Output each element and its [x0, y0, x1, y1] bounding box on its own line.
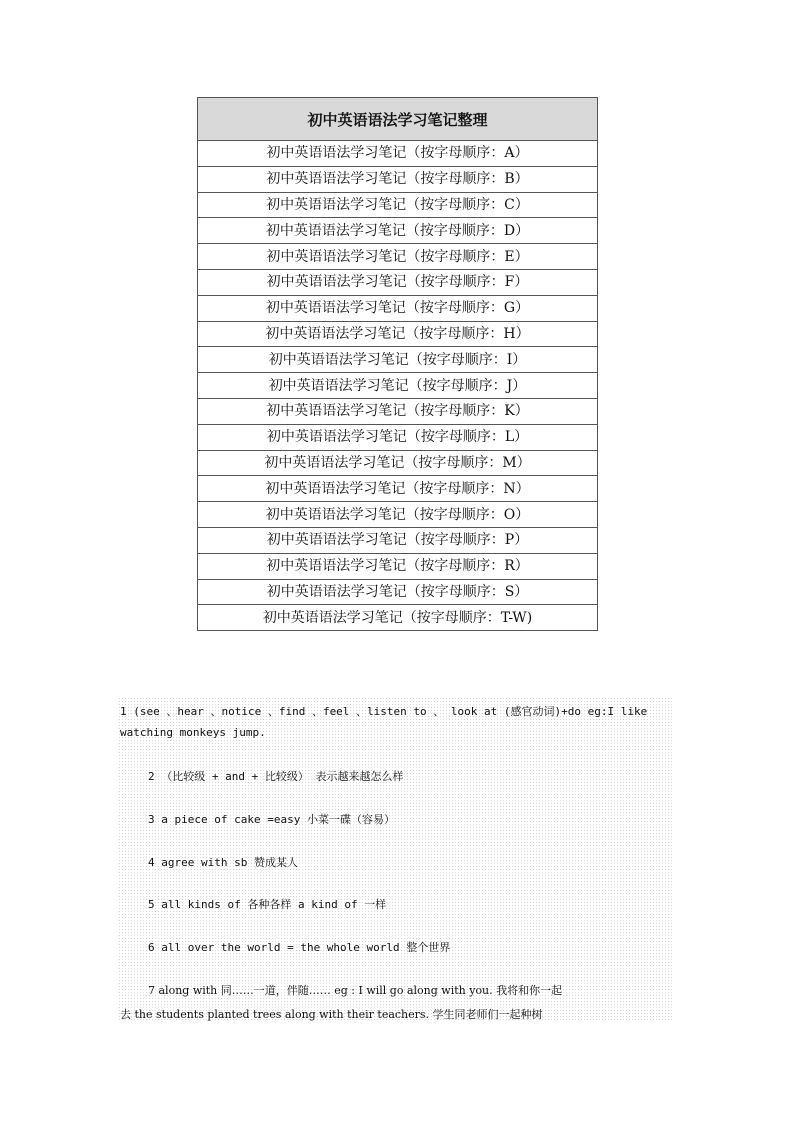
toc-item-s[interactable]: 初中英语语法学习笔记（按字母顺序：S） [198, 579, 598, 605]
toc-item-d[interactable]: 初中英语语法学习笔记（按字母顺序：D） [198, 218, 598, 244]
note-6: 6 all over the world = the whole world 整个世界 [148, 941, 451, 954]
toc-item-m[interactable]: 初中英语语法学习笔记（按字母顺序：M） [198, 450, 598, 476]
note-2: 2 （比较级 + and + 比较级） 表示越来越怎么样 [148, 770, 404, 783]
note-3: 3 a piece of cake =easy 小菜一碟（容易） [148, 813, 395, 826]
toc-item-c[interactable]: 初中英语语法学习笔记（按字母顺序：C） [198, 192, 598, 218]
toc-item-o[interactable]: 初中英语语法学习笔记（按字母顺序：O） [198, 502, 598, 528]
toc-item-r[interactable]: 初中英语语法学习笔记（按字母顺序：R） [198, 553, 598, 579]
toc-table [197, 97, 598, 631]
toc-item-l[interactable]: 初中英语语法学习笔记（按字母顺序：L） [198, 424, 598, 450]
toc-item-h[interactable]: 初中英语语法学习笔记（按字母顺序：H） [198, 321, 598, 347]
note-4: 4 agree with sb 赞成某人 [148, 856, 298, 869]
toc-title: 初中英语语法学习笔记整理 [198, 98, 598, 141]
toc-item-k[interactable]: 初中英语语法学习笔记（按字母顺序：K） [198, 398, 598, 424]
note-7-line-1: 7 along with 同……一道，伴随…… eg : I will go along with you. 我将和你一起 [148, 984, 563, 997]
toc-item-a[interactable]: 初中英语语法学习笔记（按字母顺序：A） [198, 141, 598, 167]
toc-item-p[interactable]: 初中英语语法学习笔记（按字母顺序：P） [198, 527, 598, 553]
note-7-line-2: 去 the students planted trees along with their teachers. 学生同老师们一起种树 [120, 1008, 543, 1021]
toc-item-e[interactable]: 初中英语语法学习笔记（按字母顺序：E） [198, 244, 598, 270]
toc-item-n[interactable]: 初中英语语法学习笔记（按字母顺序：N） [198, 476, 598, 502]
toc-item-b[interactable]: 初中英语语法学习笔记（按字母顺序：B） [198, 166, 598, 192]
toc-item-g[interactable]: 初中英语语法学习笔记（按字母顺序：G） [198, 295, 598, 321]
toc-item-f[interactable]: 初中英语语法学习笔记（按字母顺序：F） [198, 269, 598, 295]
note-1-line-2: watching monkeys jump. [120, 726, 266, 739]
toc-item-t-w[interactable]: 初中英语语法学习笔记（按字母顺序：T-W) [198, 605, 598, 631]
toc-item-i[interactable]: 初中英语语法学习笔记（按字母顺序：I） [198, 347, 598, 373]
note-5: 5 all kinds of 各种各样 a kind of 一样 [148, 898, 387, 911]
note-1-line-1: 1 (see 、hear 、notice 、find 、feel 、listen to 、 look at (感官动词)+do eg:I like [120, 705, 648, 718]
toc-item-j[interactable]: 初中英语语法学习笔记（按字母顺序：J） [198, 373, 598, 399]
